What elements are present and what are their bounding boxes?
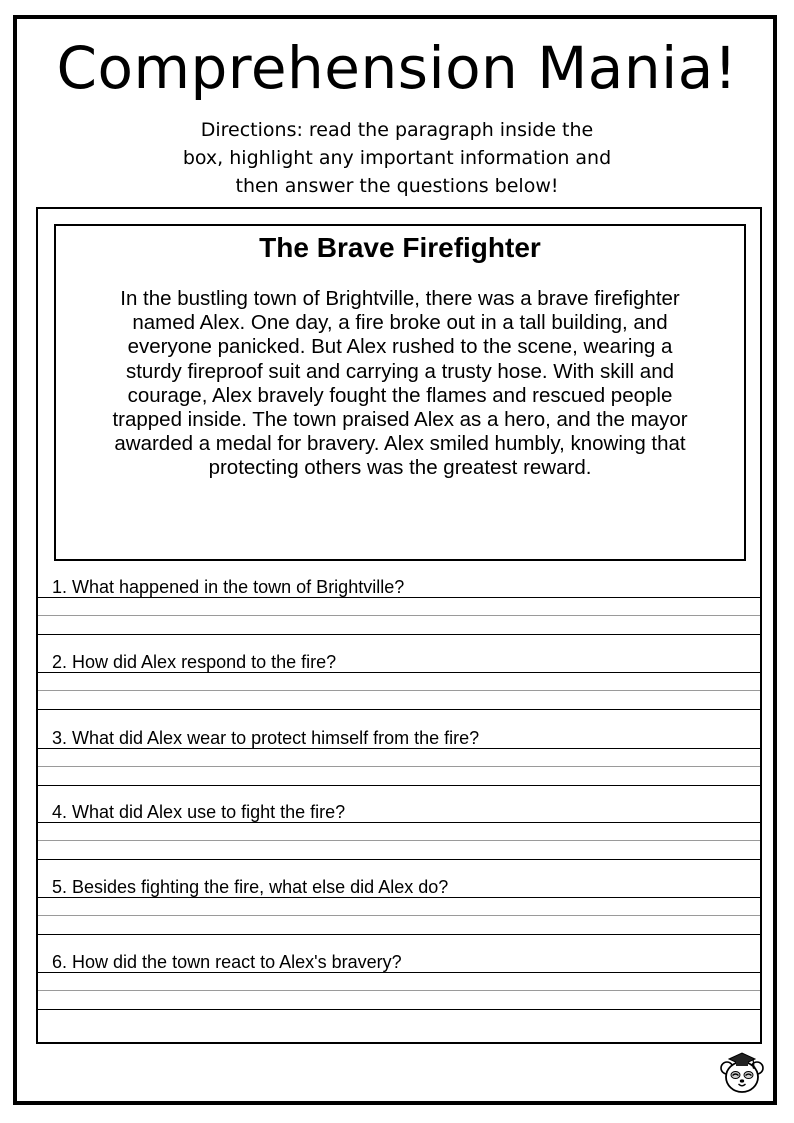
answer-guide-line bbox=[38, 690, 760, 691]
answer-line[interactable] bbox=[38, 859, 760, 860]
story-line: awarded a medal for bravery. Alex smiled humbly, knowing that bbox=[114, 432, 686, 456]
question-5: 5. Besides fighting the fire, what else did Alex do? bbox=[52, 877, 449, 897]
answer-line[interactable] bbox=[38, 634, 760, 635]
answer-line[interactable] bbox=[38, 785, 760, 786]
graduate-mascot-icon bbox=[719, 1050, 765, 1096]
story-line: named Alex. One day, a fire broke out in a tall building, and bbox=[132, 311, 668, 335]
answer-line[interactable] bbox=[38, 934, 760, 935]
directions-line: box, highlight any important information and bbox=[182, 147, 612, 169]
answer-guide-line bbox=[38, 915, 760, 916]
answer-line[interactable] bbox=[38, 822, 760, 823]
story-title: The Brave Firefighter bbox=[259, 232, 541, 263]
answer-line[interactable] bbox=[38, 709, 760, 710]
story-line: protecting others was the greatest reward. bbox=[208, 456, 592, 480]
story-line: trapped inside. The town praised Alex as a hero, and the mayor bbox=[112, 408, 688, 432]
answer-guide-line bbox=[38, 990, 760, 991]
question-2: 2. How did Alex respond to the fire? bbox=[52, 652, 337, 672]
answer-line[interactable] bbox=[38, 597, 760, 598]
story-line: courage, Alex bravely fought the flames and rescued people bbox=[127, 383, 673, 407]
answer-line[interactable] bbox=[38, 1009, 760, 1010]
worksheet-title: Comprehension Mania! bbox=[56, 34, 738, 102]
question-6: 6. How did the town react to Alex's bravery? bbox=[52, 952, 402, 972]
directions bbox=[150, 116, 644, 200]
question-1: 1. What happened in the town of Brightville? bbox=[52, 577, 405, 597]
story-line: sturdy fireproof suit and carrying a trusty hose. With skill and bbox=[125, 359, 675, 383]
answer-line[interactable] bbox=[38, 748, 760, 749]
story-line: everyone panicked. But Alex rushed to the scene, wearing a bbox=[127, 335, 673, 359]
answer-line[interactable] bbox=[38, 672, 760, 673]
directions-line: then answer the questions below! bbox=[235, 175, 559, 197]
answer-guide-line bbox=[38, 840, 760, 841]
answer-line[interactable] bbox=[38, 897, 760, 898]
answer-line[interactable] bbox=[38, 972, 760, 973]
directions-line: Directions: read the paragraph inside the bbox=[200, 119, 594, 141]
question-3: 3. What did Alex wear to protect himself from the fire? bbox=[52, 728, 480, 748]
answer-guide-line bbox=[38, 766, 760, 767]
story-line: In the bustling town of Brightville, there was a brave firefighter bbox=[120, 287, 680, 310]
story-paragraph bbox=[78, 287, 722, 481]
question-4: 4. What did Alex use to fight the fire? bbox=[52, 802, 346, 822]
answer-guide-line bbox=[38, 615, 760, 616]
